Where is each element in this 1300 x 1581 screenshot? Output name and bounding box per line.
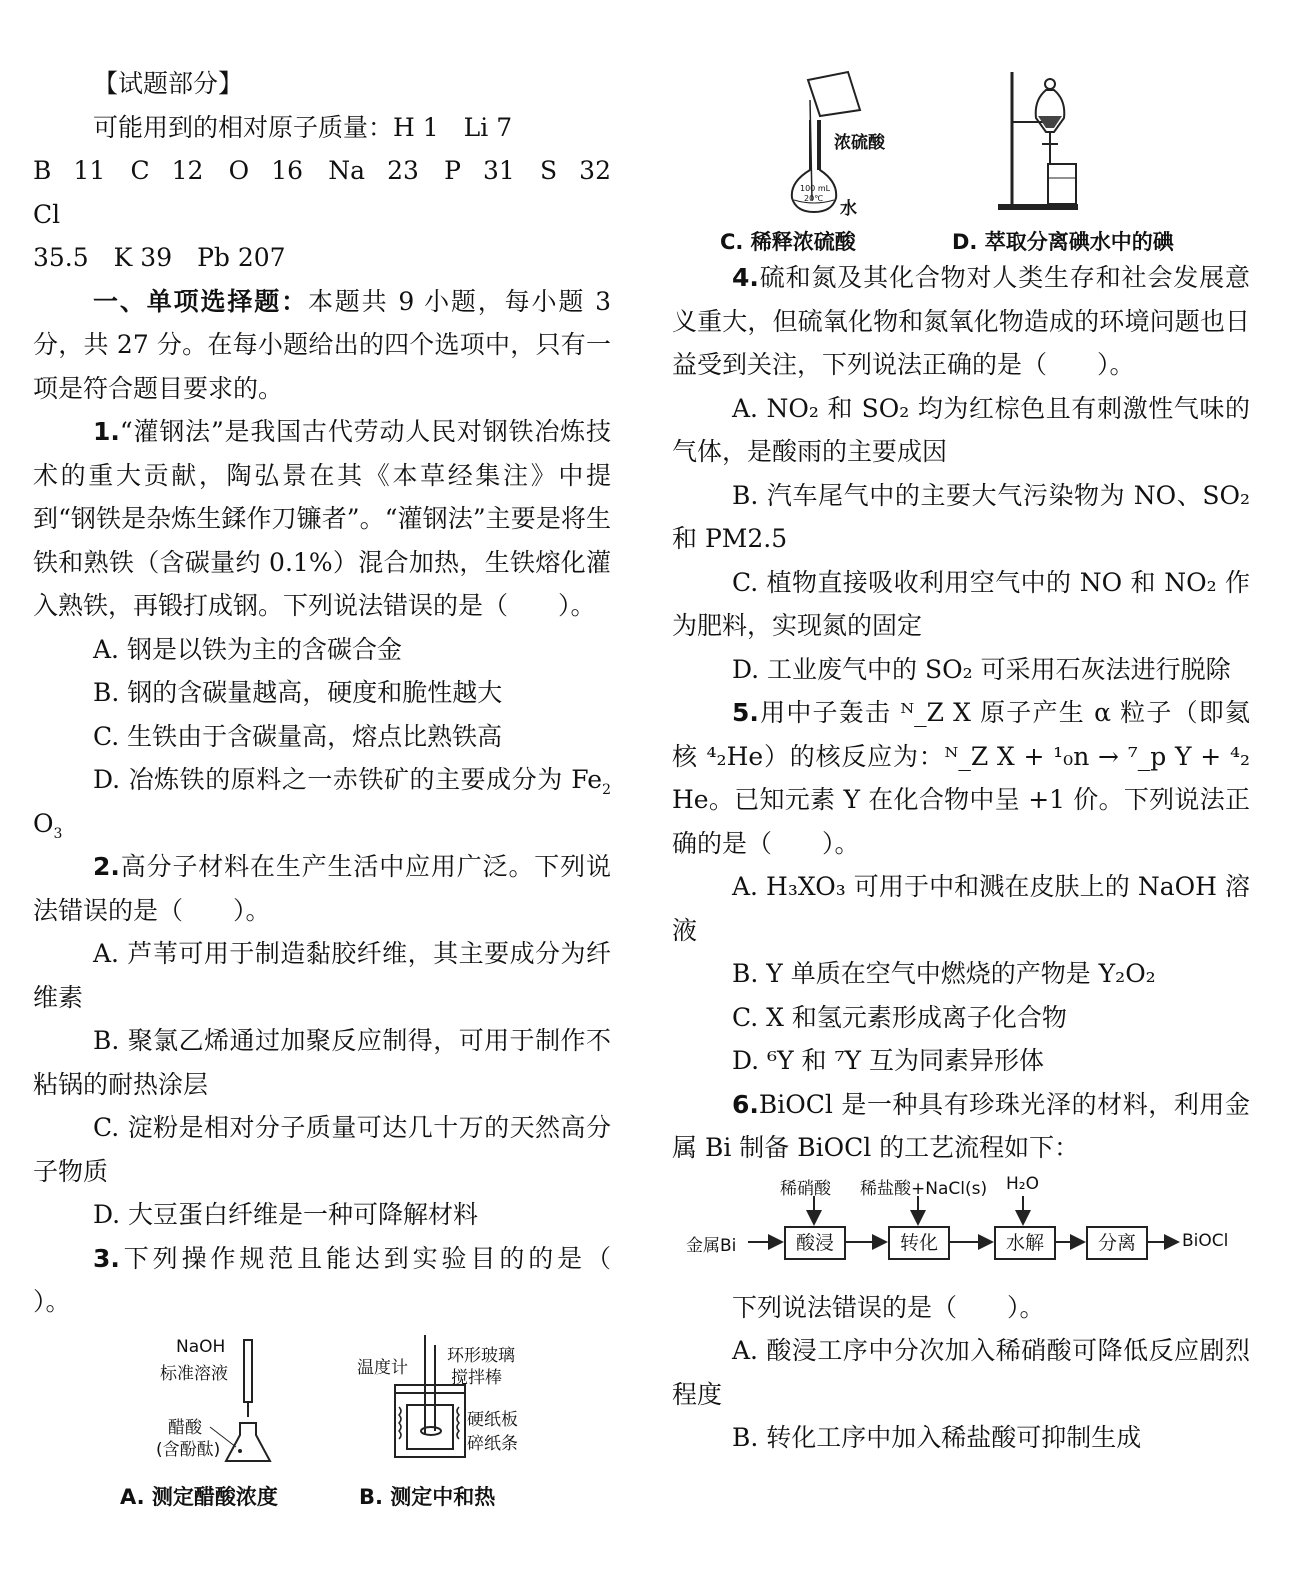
figure-b-label-ring: 环形玻璃 (447, 1346, 515, 1366)
figure-d-caption: D. 萃取分离碘水中的碘 (952, 230, 1174, 254)
q4-option-a: A. NO₂ 和 SO₂ 均为红棕色且有刺激性气味的气体，是酸雨的主要成因 (672, 393, 1250, 466)
figure-a-label-std: 标准溶液 (160, 1364, 228, 1384)
figure-a-caption: A. 测定醋酸浓度 (120, 1485, 278, 1509)
flow-step-1: 酸浸 (784, 1226, 846, 1260)
q1-option-d-sub1: 2 (602, 782, 611, 798)
q1-option-d-sub2: 3 (53, 825, 63, 842)
part1-title: 一、单项选择题： (93, 286, 308, 316)
right-column (672, 0, 1250, 1460)
q1-option-d-mid: O (33, 808, 54, 838)
flow-start: 金属Bi (686, 1235, 737, 1256)
figure-b-label-thermometer: 温度计 (357, 1358, 408, 1378)
q4-option-b: B. 汽车尾气中的主要大气污染物为 NO、SO₂ 和 PM2.5 (672, 480, 1250, 553)
q2-option-b: B. 聚氯乙烯通过加聚反应制得，可用于制作不粘锅的耐热涂层 (33, 1026, 611, 1099)
q6-text: BiOCl 是一种具有珍珠光泽的材料，利用金属 Bi 制备 BiOCl 的工艺流程如下： (672, 1089, 1250, 1162)
flow-arrows-icon (672, 1170, 1250, 1286)
q6-stem (672, 1083, 1250, 1170)
figure-b-calorimeter (355, 1335, 595, 1515)
flow-input-3: H₂O (1006, 1173, 1039, 1194)
q5-option-b: B. Y 单质在空气中燃烧的产物是 Y₂O₂ (732, 959, 1156, 988)
figure-b-label-board: 硬纸板 (467, 1410, 518, 1430)
q1-number: 1. (93, 417, 120, 446)
left-column (33, 0, 662, 1324)
figure-c-label-water: 水 (840, 199, 857, 219)
atomic-mass-line-1: 可能用到的相对原子质量：H 1 Li 7 (93, 112, 513, 142)
q5-stem (672, 691, 1250, 865)
part1-text: 本题共 9 小题，每小题 3 分，共 27 分。在每小题给出的四个选项中，只有一项是符合题目要求的。 (33, 286, 611, 403)
figure-b-label-stirrer: 搅拌棒 (451, 1368, 502, 1388)
flow-step-4: 分离 (1086, 1226, 1148, 1260)
q2-number: 2. (93, 852, 120, 881)
figure-b-label-paper: 碎纸条 (467, 1434, 518, 1454)
q3-text: 下列操作规范且能达到实验目的的是（ ）。 (33, 1243, 662, 1316)
q1-stem (33, 410, 611, 628)
q2-option-d: D. 大豆蛋白纤维是一种可降解材料 (93, 1200, 479, 1229)
figure-c-caption: C. 稀释浓硫酸 (720, 230, 856, 254)
q5-option-d: D. ⁶Y 和 ⁷Y 互为同素异形体 (732, 1046, 1044, 1075)
q6-question: 下列说法错误的是（ ）。 (732, 1292, 1045, 1322)
part1-intro (33, 280, 611, 411)
q4-option-c: C. 植物直接吸收利用空气中的 NO 和 NO₂ 作为肥料，实现氮的固定 (672, 567, 1250, 640)
q4-option-d: D. 工业废气中的 SO₂ 可采用石灰法进行脱除 (732, 654, 1231, 684)
figure-c-label-acid: 浓硫酸 (834, 133, 885, 153)
q1-option-b: B. 钢的含碳量越高，硬度和脆性越大 (93, 678, 503, 707)
flow-step-2: 转化 (888, 1226, 950, 1260)
figure-b-caption: B. 测定中和热 (359, 1485, 496, 1509)
q6-option-b: B. 转化工序中加入稀盐酸可抑制生成 (732, 1423, 1142, 1452)
q6-flow-chart (672, 1170, 1250, 1286)
q5-number: 5. (732, 698, 759, 727)
q5-option-a: A. H₃XO₃ 可用于中和溅在皮肤上的 NaOH 溶液 (672, 872, 1250, 945)
atomic-mass-line-3: 35.5 K 39 Pb 207 (33, 243, 286, 272)
q2-option-a: A. 芦苇可用于制造黏胶纤维，其主要成分为纤维素 (33, 939, 611, 1012)
q1-option-d-text: D. 冶炼铁的原料之一赤铁矿的主要成分为 Fe (93, 765, 603, 794)
q4-number: 4. (732, 263, 759, 292)
q4-text: 硫和氮及其化合物对人类生存和社会发展意义重大，但硫氧化物和氮氧化物造成的环境问题也日益受到关注，下列说法正确的是（ ）。 (672, 263, 1250, 379)
figure-a-label-naoh: NaOH (176, 1337, 226, 1357)
q1-text: “灌钢法”是我国古代劳动人民对钢铁冶炼技术的重大贡献，陶弘景在其《本草经集注》中提到“钢铁是杂炼生鍒作刀镰者”。“灌钢法”主要是将生铁和熟铁（含碳量约 0.1%）混合加热，生铁熔化灌入熟铁，再锻打成钢。下列说法错误的是（ ）。 (33, 417, 611, 620)
flow-end: BiOCl (1182, 1230, 1229, 1251)
q3-number: 3. (93, 1243, 120, 1273)
figure-c-flask-volume: 100 mL (800, 184, 831, 193)
q1-option-d (33, 758, 611, 845)
figure-a-label-indicator: (含酚酞) (156, 1440, 221, 1460)
flow-step-3: 水解 (994, 1226, 1056, 1260)
q6-option-a: A. 酸浸工序中分次加入稀硝酸可降低反应剧烈程度 (672, 1336, 1250, 1409)
q5-option-c: C. X 和氢元素形成离子化合物 (732, 1002, 1067, 1032)
flow-input-2: 稀盐酸+NaCl(s) (860, 1178, 988, 1199)
q2-stem (33, 845, 611, 932)
q5-text: 用中子轰击 ᴺ_Z X 原子产生 α 粒子（即氦核 ⁴₂He）的核反应为：ᴺ_Z X + ¹₀n → ⁷_p Y + ⁴₂He。已知元素 Y 在化合物中呈 +1 价。下列说法正确的是（ ）。 (672, 698, 1250, 858)
q1-option-c: C. 生铁由于含碳量高，熔点比熟铁高 (93, 721, 503, 751)
section-title: 【试题部分】 (93, 69, 244, 98)
q1-option-a: A. 钢是以铁为主的含碳合金 (93, 634, 402, 664)
q2-text: 高分子材料在生产生活中应用广泛。下列说法错误的是（ ）。 (33, 852, 611, 925)
figure-a-label-acid: 醋酸 (168, 1418, 202, 1438)
flow-input-1: 稀硝酸 (780, 1178, 831, 1199)
figure-c-flask-temp: 20℃ (804, 194, 824, 203)
q2-option-c: C. 淀粉是相对分子质量可达几十万的天然高分子物质 (33, 1113, 611, 1186)
atomic-mass-line-2: B 11 C 12 O 16 Na 23 P 31 S 32 Cl (33, 156, 637, 229)
q6-number: 6. (732, 1089, 759, 1119)
q3-stem (33, 1237, 662, 1324)
q4-stem (672, 256, 1250, 387)
figure-a-titration (120, 1335, 320, 1515)
